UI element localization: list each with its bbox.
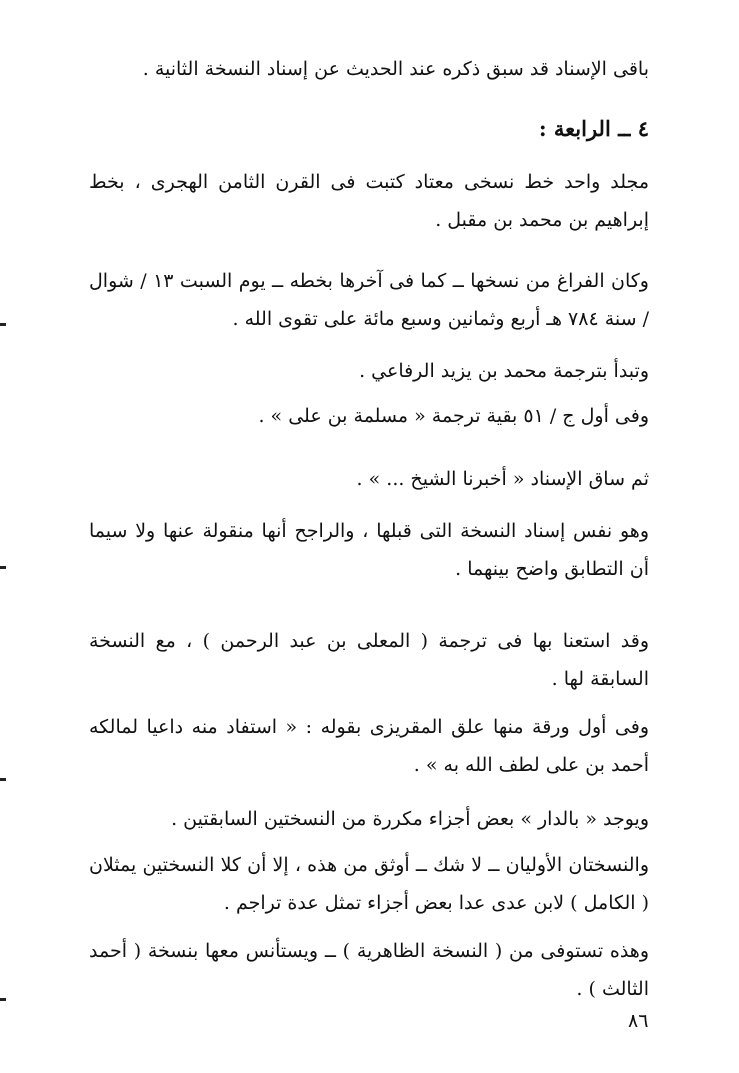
paragraph-5: وفى أول ج / ٥١ بقية ترجمة « مسلمة بن على » . xyxy=(258,405,649,427)
paragraph-4: وتبدأ بترجمة محمد بن يزيد الرفاعي . xyxy=(359,360,649,382)
scan-edge-mark xyxy=(0,323,6,326)
paragraph-12: وهذه تستوفى من ( النسخة الظاهرية ) ــ ويستأنس معها بنسخة ( أحمد الثالث ) . xyxy=(89,940,649,1000)
paragraph-9: وفى أول ورقة منها علق المقريزى بقوله : « استفاد منه داعيا لمالكه أحمد بن على لطف الله به » . xyxy=(89,716,649,776)
paragraph-8: وقد استعنا بها فى ترجمة ( المعلى بن عبد الرحمن ) ، مع النسخة السابقة لها . xyxy=(89,630,649,690)
paragraph-3: وكان الفراغ من نسخها ــ كما فى آخرها بخطه ــ يوم السبت ١٣ / شوال / سنة ٧٨٤ هـ أربع وثمانين وسبع مائة على تقوى الله . xyxy=(89,270,649,330)
page-number: ٨٦ xyxy=(628,1010,649,1032)
paragraph-10: ويوجد « بالدار » بعض أجزاء مكررة من النسختين السابقتين . xyxy=(171,808,649,830)
scan-edge-mark xyxy=(0,998,6,1001)
paragraph-11: والنسختان الأوليان ــ لا شك ــ أوثق من هذه ، إلا أن كلا النسختين يمثلان ( الكامل ) لابن عدى عدا بعض أجزاء تمثل عدة تراجم . xyxy=(89,854,649,914)
scan-edge-mark xyxy=(0,566,6,569)
paragraph-1: باقى الإسناد قد سبق ذكره عند الحديث عن إسناد النسخة الثانية . xyxy=(142,58,649,80)
scan-edge-mark xyxy=(0,778,6,781)
paragraph-7: وهو نفس إسناد النسخة التى قبلها ، والراجح أنها منقولة عنها ولا سيما أن التطابق واضح بينهما . xyxy=(89,520,649,580)
paragraph-2: مجلد واحد خط نسخى معتاد كتبت فى القرن الثامن الهجرى ، بخط إبراهيم بن محمد بن مقبل . xyxy=(89,171,649,231)
section-heading: ٤ ــ الرابعة : xyxy=(538,116,649,141)
paragraph-6: ثم ساق الإسناد « أخبرنا الشيخ ... » . xyxy=(356,468,649,490)
